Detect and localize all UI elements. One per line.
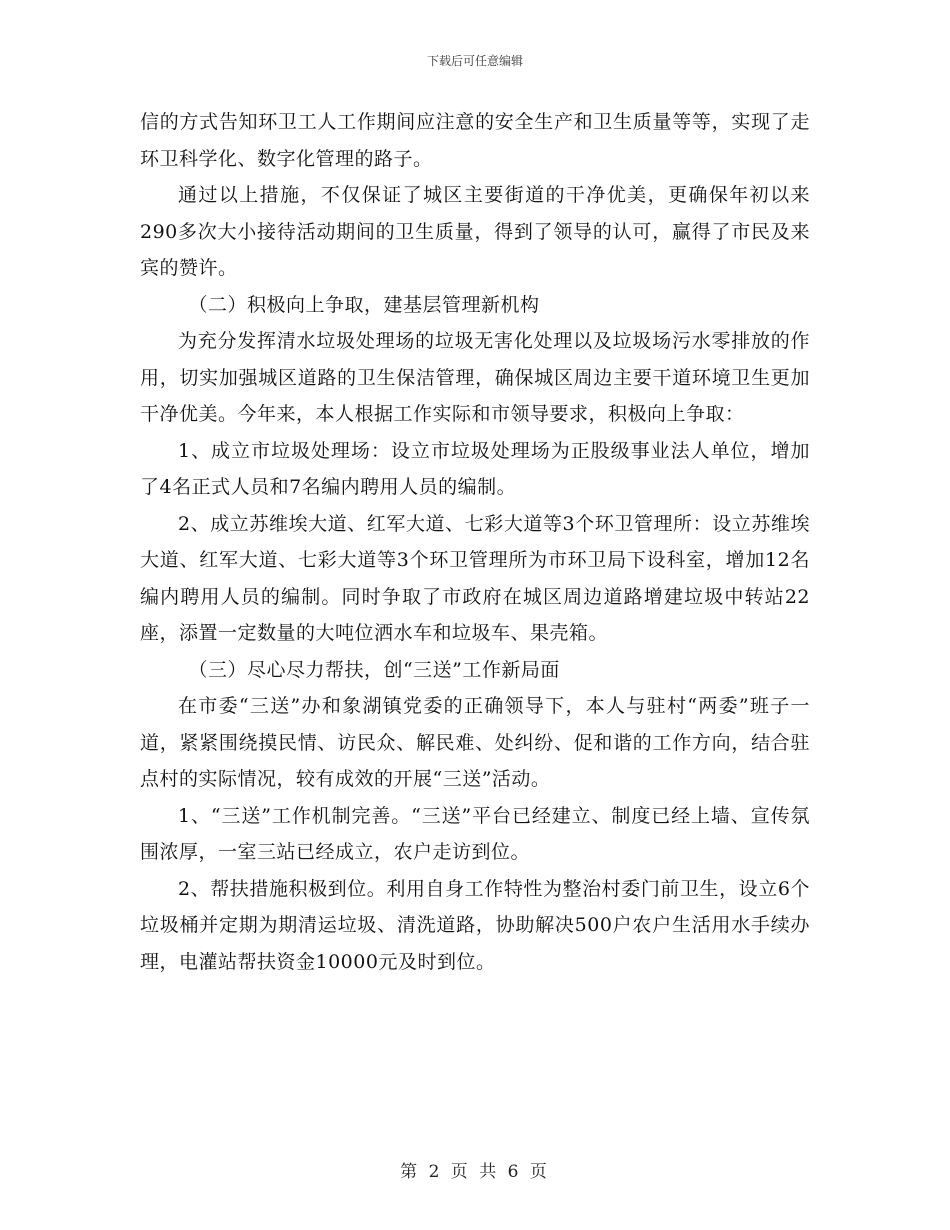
paragraph-summary: 通过以上措施，不仅保证了城区主要街道的干净优美，更确保年初以来290多次大小接待活动期间的卫生质量，得到了领导的认可，赢得了市民及来宾的赞许。 [140,184,810,279]
page-number: 第 2 页 共 6 页 [400,1162,550,1182]
paragraph-section-2-intro: 为充分发挥清水垃圾处理场的垃圾无害化处理以及垃圾场污水零排放的作用，切实加强城区道路的卫生保洁管理，确保城区周边主要干道环境卫生更加干净优美。今年来，本人根据工作实际和市领导要求，积极向上争取： [140,330,810,425]
section-heading-2: （二）积极向上争取，建基层管理新机构 [188,293,540,316]
document-body [140,104,810,980]
paragraph-item-3-2: 2、帮扶措施积极到位。利用自身工作特性为整治村委门前卫生，设立6个垃圾桶并定期为期清运垃圾、清洗道路，协助解决500户农户生活用水手续办理，电灌站帮扶资金10000元及时到位。 [140,877,810,973]
paragraph-item-3-1: 1、“三送”工作机制完善。“三送”平台已经建立、制度已经上墙、宣传氛围浓厚，一室三站已经成立，农户走访到位。 [140,804,810,863]
paragraph-item-1: 1、成立市垃圾处理场：设立市垃圾处理场为正股级事业法人单位，增加了4名正式人员和7名编内聘用人员的编制。 [140,439,810,498]
section-heading-3: （三）尽心尽力帮扶，创“三送”工作新局面 [188,658,560,681]
paragraph-section-3-intro: 在市委“三送”办和象湖镇党委的正确领导下，本人与驻村“两委”班子一道，紧紧围绕摸民情、访民众、解民难、处纠纷、促和谐的工作方向，结合驻点村的实际情况，较有成效的开展“三送”活动。 [140,695,810,790]
paragraph-continuation: 信的方式告知环卫工人工作期间应注意的安全生产和卫生质量等等，实现了走环卫科学化、数字化管理的路子。 [140,111,810,170]
page-header: 下载后可任意编辑 [426,54,523,68]
paragraph-item-2: 2、成立苏维埃大道、红军大道、七彩大道等3个环卫管理所：设立苏维埃大道、红军大道、七彩大道等3个环卫管理所为市环卫局下设科室，增加12名编内聘用人员的编制。同时争取了市政府在城区周边道路增建垃圾中转站22座，添置一定数量的大吨位洒水车和垃圾车、果壳箱。 [140,512,810,644]
